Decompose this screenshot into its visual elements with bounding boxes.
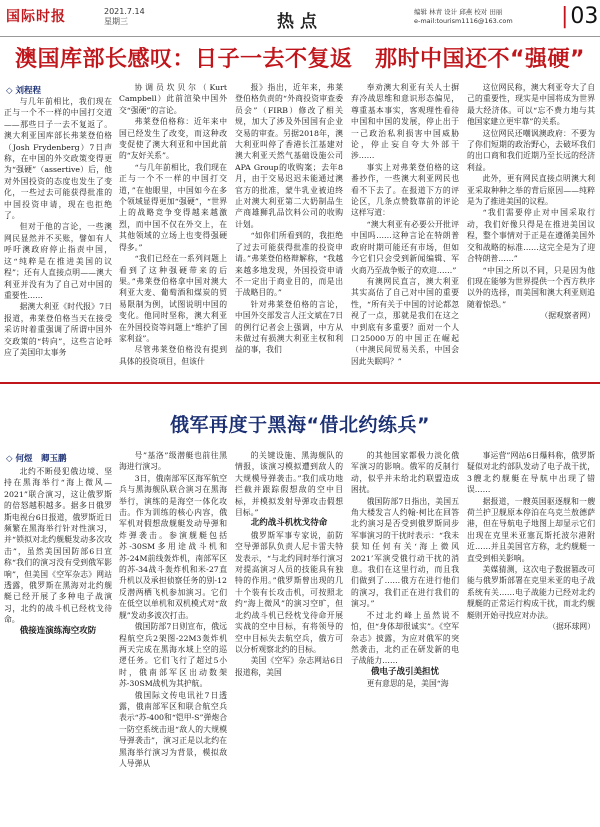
article1-column-5 xyxy=(467,82,595,380)
page-number-bar-icon: | xyxy=(561,4,569,29)
newspaper-logo: 国际时报 xyxy=(6,9,66,25)
article2-headline: 俄军再度于黑海“借北约练兵” xyxy=(170,414,430,436)
paragraph: “澳大利亚有必要公开批评中国吗……这种言论在特朗普政府时期可能还有市场，但如今它们只会受到新闻编辑、军火商乃至战争贩子的欢迎……” xyxy=(351,219,459,275)
paragraph: 与几年前相比，我们现在正与一个不一样的中国打交道——那些日子一去不复返了。澳大利亚国库部长弗莱登伯格（Josh Frydenberg）7日声称，在中国的外交政策变得更为“强硬”（assertive）后，他对外国投资的态度也发生了变化，一些过去可能获得批准的中国投资申请，现在也拒绝了。 xyxy=(4,97,112,221)
paragraph: 据澳大利亚《时代报》7日报道，弗莱登伯格当天在接受采访时着重强调了所谓中国外交政策的“转向”，这些言论呼应了美国印太事务 xyxy=(4,302,112,357)
weekday-text: 星期三 xyxy=(104,17,128,26)
paragraph: 俄国防部7日指出，美国五角大楼发言人约翰·柯比在回答北约演习是否受到俄罗斯同步军事演习的干扰时表示：“我未获知任何有关‘海上微风2021’军演受俄行动干扰的消息。我们在这里行动，而且我们做到了……俄方在进行他们的演习，我们正在进行我们的演习。” xyxy=(351,496,459,609)
paragraph: “我们已经在一系列问题上看到了这种强硬带来的后果。”弗莱登伯格拿中国对澳大利亚大麦、葡萄酒和煤炭的贸易限制为例，试图说明中国的变化。他同时坚称，澳大利亚在外国投资等问题上“维护了国家利益”。 xyxy=(119,254,227,343)
paragraph: 美国《空军》杂志网站6日报道称，美国 xyxy=(235,656,343,677)
paragraph: 有澳网民直言，澳大利亚其实高估了自己对中国的重要性，“所有关于中国的讨论都忽视了一点，那就是我们在这之中到底有多重要？面对一个人口25000万的中国正在崛起（中澳民间贸易关系，中国会因此失眠吗？” xyxy=(351,276,459,366)
article2-author: ◇ 何煜 卿玉鹏 xyxy=(6,454,67,464)
paragraph: “中国之所以不同，只是因为他们现在能够为世界提供一个西方秩序以外的选择，而美国和澳大利亚则追随着惊恐。” xyxy=(467,265,595,309)
article2-column-2 xyxy=(119,450,227,822)
paragraph: 奉劝澳大利亚有关人士摒弃冷战思维和意识形态偏见，尊重基本事实，客观理性看待中国和中国的发展，停止出于一己政治私利损害中国威胁论，停止妄自夸大外部干涉…… xyxy=(351,83,459,161)
paragraph: 这位网民称，澳大利亚夸大了自己的重要性，现实是中国将成为世界最大经济体。可以“忘不费力地与其他国家建立更牢靠”的关系。 xyxy=(467,83,595,127)
article2-column-1 xyxy=(4,466,112,822)
page-number-text: 03 xyxy=(570,4,599,29)
article2-column-5 xyxy=(467,450,595,822)
paragraph: 针对弗莱登伯格的言论，中国外交部发言人汪文斌在7日的例行记者会上强调，中方从未做过有损澳大利亚主权和利益的事，我们 xyxy=(235,299,343,355)
paragraph: 3日，俄南部军区海军航空兵与黑海舰队联合演习在黑海举行，演练的是海空一体化攻击。作为训练的核心内容，俄军机对假想敌舰艇发动导弹和炸弹袭击。参演舰艇包括苏-30SM多用途战斗机和苏-24M前线轰炸机，南部军区的苏-34战斗轰炸机和米-27直升机以及承担侦察任务的别-12反潜两栖飞机参加演习。它们在低空以单机和双机模式对“敌舰”发动多波次打击。 xyxy=(119,473,227,620)
paragraph: “与几年前相比，我们现在正与一个不一样的中国打交道，”在他眼里，中国如今在多个领域显得更加“强硬”，“世界上的战略竞争变得越来越激烈，而中国不仅在外交上，在其他领域的立场上也变得强硬得多。” xyxy=(119,162,227,252)
subheading: 北约战斗机枕戈待命 xyxy=(250,518,328,529)
date-text: 2021.7.14 xyxy=(104,7,145,16)
paragraph: 号”基洛”级潜艇也前往黑海进行演习。 xyxy=(119,451,227,472)
paragraph: 这位网民还嘲讽澳政府：不要为了你们短期的政治野心，去破坏我们的出口商和我们近期乃至长远的经济利益。 xyxy=(467,128,595,172)
paragraph: 北约不断侵犯俄边境、坚持在黑海举行“海上微风—2021”联合演习，这让俄罗斯的倍怒越积越多。据多日俄罗斯电视台6日报道，俄罗斯近日频繁在黑海举行针对性演习，并“锁拟对北约舰艇发动多次攻击”，虽然美国国防部6日宣称“我们的演习没有受到俄军影响”，但美国《空军杂志》网站透露，俄罗斯在黑海对北约舰艇已经开展了多种电子战演习，北约的战斗机已经枕戈待命。 xyxy=(4,467,112,625)
editor-email: e-mail:tourism1116@163.com xyxy=(414,17,513,25)
paragraph: “我们需要停止对中国采取行动，我们好像只得是在推进美国议程，整个事情对于正是在遵循美国外交和战略的标准……这完全是为了迎合特朗普……” xyxy=(467,208,595,264)
editor-line: 编辑 林青 设计 邱燕 校对 田丽 xyxy=(414,8,503,16)
paragraph: 俄罗斯军事专家说，前防空导弹部队负责人尼卡雷夫特发表示，“与北约同时举行演习对提高演习人员的技能具有独特的作用。”俄罗斯曾出现的几十个装有长攻击机，可按照北约“海上微风”的演习空旷，但北约战斗机已经枕戈待命开展实战的空中目标，有将领导的空中目标失去航空兵，俄方可以分析观察北约的目标。 xyxy=(235,530,343,654)
paragraph: 的关键设施、黑海舰队的情报，该演习模拟遭到敌人的大规模导弹袭击。”我们成功地拦截并跟踪假想敌的空中目标，并模拟发射导弹攻击假想目标。” xyxy=(235,451,343,518)
paragraph: 协调员坎贝尔（Kurt Campbell）此前渲染中国外交“强硬”的言论。 xyxy=(119,83,227,115)
article1-author: ◇ 刘程程 xyxy=(6,86,41,96)
page-header xyxy=(0,0,600,37)
editor-info xyxy=(414,8,513,26)
paragraph: 事运营”网站6日爆料称，俄罗斯疑似对北约部队发动了电子战干扰，3艘北约舰艇在导航中出现了错误…… xyxy=(467,451,595,495)
paragraph: 事实上对弗莱登伯格的这番抄作，一些澳大利亚网民也看不下去了。在报道下方的评论区，几条点赞数靠前的评论这样写道： xyxy=(351,162,459,218)
paragraph: 但对于他的言论，一些澳网民显然并不买账，譬如有人呼吁澳政府停止指责中国，这“纯粹是在推进美国的议程”；还有人直接点明——澳大利亚并没有为了自己对中国的重要性…… xyxy=(4,222,112,300)
paragraph: 的其他国家都极力淡化俄军演习的影响。俄军的反制行动，似乎并未给北约联盟造成困扰。 xyxy=(351,451,459,495)
article1-column-3 xyxy=(235,82,343,380)
article2-column-4 xyxy=(351,450,459,822)
article1-headline: 澳国库部长感叹：日子一去不复返 那时中国还不“强硬” xyxy=(15,47,585,72)
subheading: 俄接连演练海空攻防 xyxy=(19,625,97,636)
paragraph: 不过北约峰上虽然说不怕，但“身体却很诚实”。《空军杂志》披露，为应对俄军的突然袭击，北约正在研发新的电子战能力…… xyxy=(351,610,459,666)
paragraph: 尽管弗莱登伯格没有提到具体的投资项目，但该什 xyxy=(119,345,227,366)
source-credit: （据环球网） xyxy=(548,622,595,632)
paragraph: 俄国际文传电讯社7日透露，俄南部军区和联合航空兵表示“苏-400和“铠甲-S”弹炮合一防空系统击退“敌人的大规模导弹袭击”，演习正是以北约在黑海举行演习为背景，模拟敌人导弹从 xyxy=(119,690,227,768)
section-title: 热点 xyxy=(277,12,323,32)
source-credit: （据观察者网） xyxy=(540,311,595,321)
paragraph: 报》指出，近年来，弗莱登伯格负责的“外商投资审查委员会”（FIRB）修改了相关规，加大了涉及外国国有企业交易的审查。另据2018年，澳大利亚叫停了香港长江基建对澳大利亚天然气基础设施公司APA Group的收购案；去年8月，由于交易迟迟未能通过澳官方的批准，蒙牛乳业被迫终止对澳大利亚第二大奶制品生产商雄狮乳品饮料公司的收购计划。 xyxy=(235,83,343,229)
article1-column-1 xyxy=(4,96,112,380)
page-number xyxy=(561,4,598,29)
paragraph: 据报道，一艘英国驱逐舰和一艘荷兰护卫舰原本停泊在乌克兰敖德萨港，但在导航电子地图上却显示它们出现在克里米亚塞瓦斯托波尔港附近……并且美国官方称，北约舰艇一直受到相关影响。 xyxy=(467,496,595,563)
paragraph: 美媒猜测，这次电子数据篡改可能与俄罗斯部署在克里米亚的电子战系统有关……电子战能力已经对北约舰艇的正常运行构成干扰，而北约舰艇则开始寻找应对办法。 xyxy=(467,565,595,620)
paragraph: “如你们所看到的，我拒绝了过去可能获得批准的投资申请。”弗莱登伯格辩解称，“我越来越多地发现，外国投资申请不一定出于商业目的，而是出于战略目的。” xyxy=(235,231,343,298)
article1-column-4 xyxy=(351,82,459,380)
article2-column-3 xyxy=(235,450,343,822)
paragraph: 此外，更有网民直接点明澳大利亚采取种种之举的背后原因——纯粹是为了推进美国的议程。 xyxy=(467,174,595,207)
article1-column-2 xyxy=(119,82,227,380)
paragraph: 俄国防部7日则宣布，俄远程航空兵2架图-22M3轰炸机两天完成在黑海水域上空的巡逻任务。它们飞行了超过5小时，俄南部军区出动数架苏-30SM战机为其护航。 xyxy=(119,622,227,689)
paragraph: 更有意思的是，美国“海 xyxy=(366,679,449,689)
subheading: 俄电子战引美担忧 xyxy=(370,666,439,677)
section-divider xyxy=(0,382,600,384)
paragraph: 弗莱登伯格称：近年来中国已经发生了改变，而这种改变促使了澳大利亚和中国此前的“友好关系”。 xyxy=(119,117,227,161)
